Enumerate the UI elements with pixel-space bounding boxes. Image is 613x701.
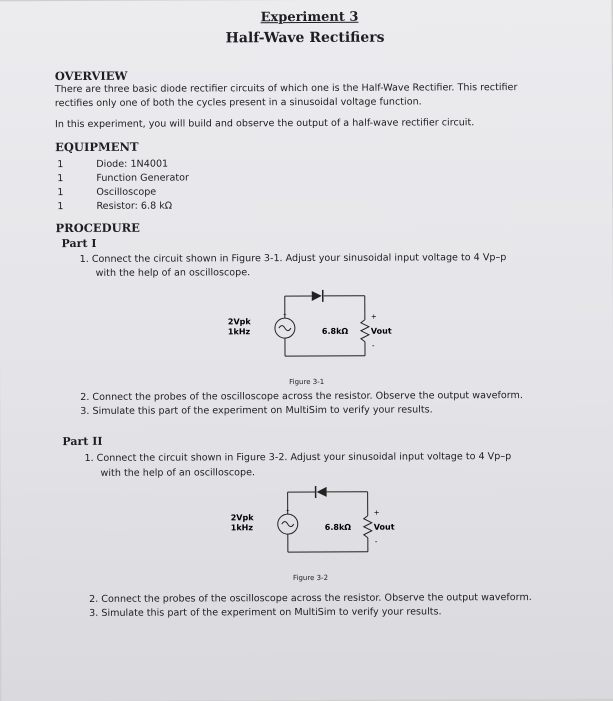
- part-1-heading: Part I: [62, 237, 97, 250]
- equipment-qty: 1: [57, 173, 73, 184]
- overview-heading: OVERVIEW: [55, 69, 128, 83]
- figure-3-2-caption: Figure 3-2: [293, 574, 328, 582]
- part-2-step-3: 3. Simulate this part of the experiment on MultiSim to verify your results.: [89, 605, 441, 621]
- experiment-number: Experiment 3: [261, 10, 359, 25]
- equipment-name: Resistor: 6.8 kΩ: [96, 201, 172, 212]
- figure-3-1-circuit: [220, 286, 410, 367]
- equipment-name: Oscilloscope: [96, 187, 156, 198]
- source-plus-sign: +: [286, 508, 290, 514]
- equipment-heading: EQUIPMENT: [55, 140, 138, 154]
- overview-paragraph-2: In this experiment, you will build and observe the output of a half-wave rectifier circuit.: [55, 116, 474, 132]
- vout-plus-sign: +: [374, 509, 380, 517]
- vout-plus-sign: +: [371, 313, 377, 321]
- equipment-item: [57, 173, 189, 185]
- equipment-name: Diode: 1N4001: [96, 159, 168, 170]
- part-2-step-1-line-2: with the help of an oscilloscope.: [101, 466, 256, 481]
- part-1-step-3: 3. Simulate this part of the experiment on MultiSim to verify your results.: [80, 403, 432, 419]
- source-amplitude-label: 2Vpk: [228, 317, 252, 326]
- vout-minus-sign: -: [375, 538, 378, 546]
- vout-label: Vout: [374, 523, 395, 532]
- source-frequency-label: 1kHz: [231, 523, 254, 532]
- equipment-qty: 1: [57, 159, 73, 170]
- vout-label: Vout: [371, 327, 392, 336]
- equipment-qty: 1: [57, 187, 73, 198]
- source-amplitude-label: 2Vpk: [231, 513, 255, 522]
- source-plus-sign: +: [283, 312, 287, 318]
- diode-reversed-icon: [316, 486, 327, 498]
- figure-3-1-caption: Figure 3-1: [289, 378, 324, 386]
- page-title: Half-Wave Rectifiers: [226, 30, 385, 47]
- resistor-label: 6.8kΩ: [322, 327, 349, 336]
- part-1-step-1-line-1: 1. Connect the circuit shown in Figure 3-1. Adjust your sinusoidal input voltage to 4 Vp–p: [80, 251, 507, 267]
- part-2-heading: Part II: [62, 435, 102, 448]
- overview-paragraph-line-1: There are three basic diode rectifier circuits of which one is the Half-Wave Rectifier. This rectifier: [55, 81, 518, 97]
- part-1-step-2: 2. Connect the probes of the oscilloscope across the resistor. Observe the output waveform.: [80, 389, 523, 405]
- part-1-step-1-line-2: with the help of an oscilloscope.: [96, 266, 251, 281]
- equipment-item: [57, 187, 156, 198]
- equipment-item: [57, 201, 172, 213]
- procedure-heading: PROCEDURE: [55, 221, 140, 235]
- part-2-step-1-line-1: 1. Connect the circuit shown in Figure 3-2. Adjust your sinusoidal input voltage to 4 Vp–p: [84, 450, 511, 466]
- equipment-name: Function Generator: [96, 173, 189, 184]
- equipment-item: [57, 159, 168, 170]
- resistor-label: 6.8kΩ: [325, 523, 352, 532]
- equipment-qty: 1: [57, 201, 73, 212]
- source-frequency-label: 1kHz: [228, 327, 251, 336]
- figure-3-2-circuit: [223, 482, 413, 563]
- overview-paragraph-line-2: rectifies only one of both the cycles present in a sinusoidal voltage function.: [55, 95, 422, 111]
- diode-icon: [312, 290, 323, 302]
- vout-minus-sign: -: [372, 342, 375, 350]
- part-2-step-2: 2. Connect the probes of the oscilloscope across the resistor. Observe the output waveform.: [89, 591, 532, 607]
